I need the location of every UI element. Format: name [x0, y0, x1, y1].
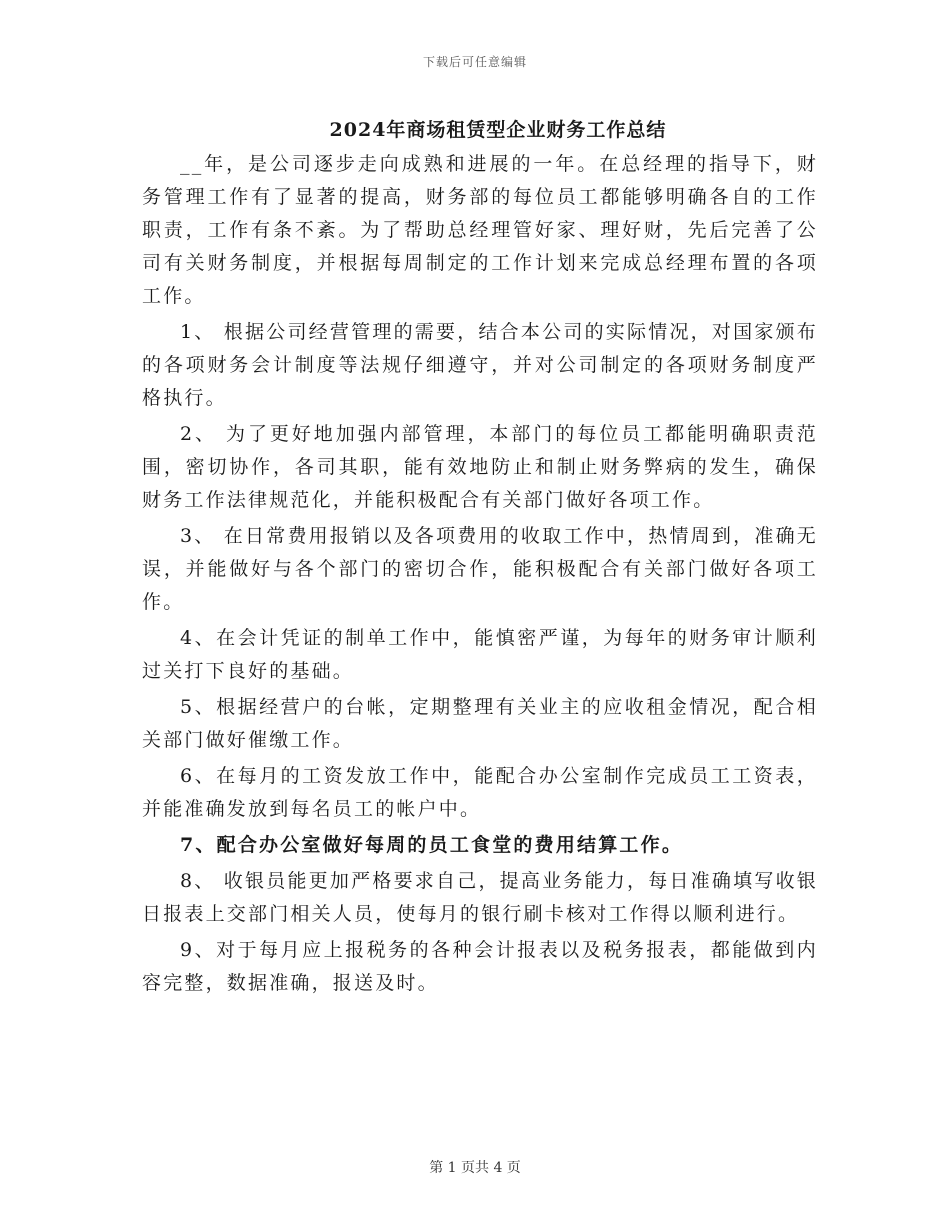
- page-number-footer: 第 1 页共 4 页: [429, 1160, 521, 1176]
- paragraph-item-9: 9、对于每月应上报税务的各种会计报表以及税务报表，都能做到内容完整，数据准确，报送及时。: [142, 939, 818, 994]
- paragraph-item-3: 3、 在日常费用报销以及各项费用的收取工作中，热情周到，准确无误，并能做好与各个部门的密切合作，能积极配合有关部门做好各项工作。: [142, 525, 818, 613]
- paragraph-item-8: 8、 收银员能更加严格要求自己，提高业务能力，每日准确填写收银日报表上交部门相关人员，使每月的银行刷卡核对工作得以顺利进行。: [142, 870, 818, 925]
- paragraph-item-7: 7、配合办公室做好每周的员工食堂的费用结算工作。: [180, 834, 684, 856]
- document-body: [142, 148, 818, 1000]
- header-note: 下载后可任意编辑: [422, 55, 527, 69]
- paragraph-item-1: 1、 根据公司经营管理的需要，结合本公司的实际情况，对国家颁布的各项财务会计制度等法规仔细遵守，并对公司制定的各项财务制度严格执行。: [142, 321, 818, 409]
- document-title: 2024年商场租赁型企业财务工作总结: [329, 119, 667, 141]
- paragraph-item-4: 4、在会计凭证的制单工作中，能慎密严谨，为每年的财务审计顺利过关打下良好的基础。: [142, 627, 818, 682]
- paragraph-item-2: 2、 为了更好地加强内部管理，本部门的每位员工都能明确职责范围，密切协作，各司其职，能有效地防止和制止财务弊病的发生，确保财务工作法律规范化，并能积极配合有关部门做好各项工作。: [142, 423, 818, 511]
- paragraph-item-5: 5、根据经营户的台帐，定期整理有关业主的应收租金情况，配合相关部门做好催缴工作。: [142, 696, 818, 751]
- paragraph-item-6: 6、在每月的工资发放工作中，能配合办公室制作完成员工工资表，并能准确发放到每名员工的帐户中。: [142, 765, 818, 820]
- paragraph-intro: __年，是公司逐步走向成熟和进展的一年。在总经理的指导下，财务管理工作有了显著的提高，财务部的每位员工都能够明确各自的工作职责，工作有条不紊。为了帮助总经理管好家、理好财，先后完善了公司有关财务制度，并根据每周制定的工作计划来完成总经理布置的各项工作。: [142, 153, 818, 307]
